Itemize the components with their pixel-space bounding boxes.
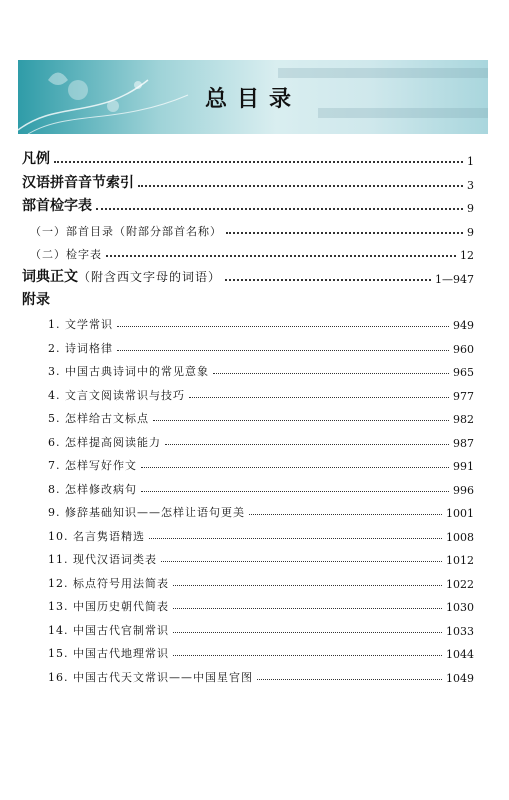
leader-dots — [141, 467, 449, 468]
toc-entry-label: 5. 怎样给古文标点 — [48, 412, 149, 425]
leader-dots — [153, 420, 449, 421]
toc-entry-page: 1044 — [446, 648, 474, 661]
toc-entry — [48, 430, 474, 450]
toc-entry-label: 汉语拼音音节索引 — [22, 175, 134, 191]
toc-entry — [48, 477, 474, 497]
toc-entry-page: 996 — [453, 484, 474, 497]
toc-entry-label: 8. 怎样修改病句 — [48, 483, 137, 496]
page-title: 总目录 — [204, 86, 301, 112]
toc-entry-label: 7. 怎样写好作文 — [48, 459, 137, 472]
toc-entry-label: 3. 中国古典诗词中的常见意象 — [48, 365, 209, 378]
toc-entry-page: 1012 — [446, 554, 474, 567]
toc-entry-page: 9 — [467, 202, 474, 215]
toc-entry-page: 1033 — [446, 625, 474, 638]
toc-entry-label: 凡例 — [22, 151, 50, 167]
leader-dots — [117, 326, 449, 327]
leader-dots — [161, 561, 442, 562]
toc-entry — [48, 312, 474, 332]
leader-dots — [54, 161, 463, 163]
toc-entry-label: 部首检字表 — [22, 198, 92, 214]
toc-entry-page: 12 — [460, 249, 474, 262]
toc-entry — [48, 641, 474, 661]
leader-dots — [138, 185, 463, 187]
leader-dots — [189, 397, 449, 398]
toc-entry — [48, 453, 474, 473]
toc-entry-label: 15. 中国古代地理常识 — [48, 647, 169, 660]
toc-entry-page: 965 — [453, 366, 474, 379]
toc-entry-page: 1030 — [446, 601, 474, 614]
toc-entry-label: （一）部首目录（附部分部首名称） — [30, 225, 222, 238]
header-banner — [18, 60, 488, 134]
toc-entry-label: 1. 文学常识 — [48, 318, 113, 331]
toc-entry-page: 949 — [453, 319, 474, 332]
toc-entry — [48, 571, 474, 591]
banner-texture — [278, 68, 488, 78]
toc-entry-page: 987 — [453, 437, 474, 450]
toc-entry — [22, 266, 474, 286]
toc-entry-label: 6. 怎样提高阅读能力 — [48, 436, 161, 449]
leader-dots — [213, 373, 449, 374]
toc-entry-label: 13. 中国历史朝代简表 — [48, 600, 169, 613]
toc-entry-label: 12. 标点符号用法简表 — [48, 577, 169, 590]
toc-entry-page: 1—947 — [435, 273, 474, 286]
toc-entry-label: 10. 名言隽语精选 — [48, 530, 145, 543]
leader-dots — [225, 279, 431, 281]
toc-entry — [48, 383, 474, 403]
toc-entry — [22, 172, 474, 192]
toc-entry — [48, 618, 474, 638]
toc-entry — [48, 594, 474, 614]
toc-entry — [48, 547, 474, 567]
toc-entry-page: 982 — [453, 413, 474, 426]
leader-dots — [96, 208, 463, 210]
toc-entry — [22, 195, 474, 215]
leader-dots — [226, 232, 463, 234]
toc-entry-page: 1001 — [446, 507, 474, 520]
toc-entry — [48, 500, 474, 520]
leader-dots — [106, 255, 456, 257]
toc-entry — [22, 148, 474, 168]
toc-entry — [22, 289, 474, 309]
toc-entry — [48, 359, 474, 379]
leader-dots — [173, 632, 442, 633]
toc-entry — [48, 665, 474, 685]
toc-entry-label: 附录 — [22, 292, 50, 308]
toc-entry-page: 1022 — [446, 578, 474, 591]
leader-dots — [173, 608, 442, 609]
leader-dots — [149, 538, 442, 539]
toc-entry-label: 14. 中国古代官制常识 — [48, 624, 169, 637]
toc-entry-label — [22, 266, 221, 286]
leader-dots — [173, 655, 442, 656]
toc-entry-page: 3 — [467, 179, 474, 192]
toc-entry — [30, 219, 474, 239]
toc-entry — [48, 336, 474, 356]
toc-entry-label: （二）检字表 — [30, 248, 102, 261]
toc-entry-page: 977 — [453, 390, 474, 403]
toc-entry-page: 1049 — [446, 672, 474, 685]
leader-dots — [257, 679, 442, 680]
toc-entry-label: 16. 中国古代天文常识——中国星官图 — [48, 671, 253, 684]
leader-dots — [117, 350, 449, 351]
toc-entry-label: 4. 文言文阅读常识与技巧 — [48, 389, 185, 402]
leader-dots — [173, 585, 442, 586]
leader-dots — [165, 444, 449, 445]
toc-entry — [30, 242, 474, 262]
toc-entry-label: 11. 现代汉语词类表 — [48, 553, 157, 566]
toc-entry — [48, 406, 474, 426]
toc-entry-page: 1 — [467, 155, 474, 168]
leader-dots — [141, 491, 449, 492]
toc-entry — [48, 524, 474, 544]
toc-entry-page: 960 — [453, 343, 474, 356]
toc-entry-label-main: 词典正文 — [22, 269, 78, 285]
toc-entry-label: 9. 修辞基础知识——怎样让语句更美 — [48, 506, 245, 519]
toc-entry-page: 1008 — [446, 531, 474, 544]
toc-entry-note: （附含西文字母的词语） — [78, 270, 222, 284]
toc-entry-page: 9 — [467, 226, 474, 239]
toc-entry-page: 991 — [453, 460, 474, 473]
toc-entry-label: 2. 诗词格律 — [48, 342, 113, 355]
leader-dots — [249, 514, 442, 515]
